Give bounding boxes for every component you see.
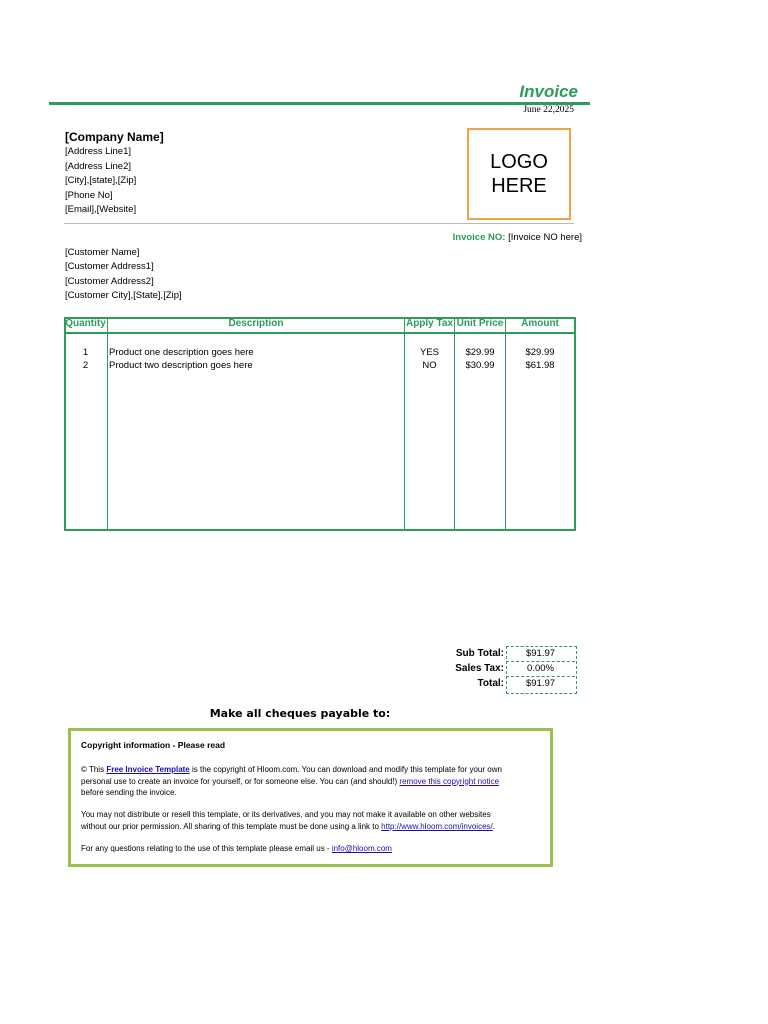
copyright-text: You may not distribute or resell this template, or its derivatives, and you may not make it available on other websites xyxy=(81,810,491,819)
copyright-paragraph-1 xyxy=(81,764,541,799)
customer-city: [Customer City],[State],[Zip] xyxy=(65,290,182,301)
row2-apply-tax: NO xyxy=(422,360,437,371)
divider xyxy=(64,223,574,224)
total-value: $91.97 xyxy=(525,678,556,689)
customer-address2: [Customer Address2] xyxy=(65,276,154,287)
company-city: [City],[state],[Zip] xyxy=(65,175,137,186)
invoice-date: June 22,2025 xyxy=(523,105,574,115)
row1-apply-tax: YES xyxy=(419,347,439,358)
totals-divider xyxy=(506,661,575,662)
company-address1: [Address Line1] xyxy=(65,146,132,157)
totals-divider xyxy=(506,676,575,677)
row2-description: Product two description goes here xyxy=(109,360,253,371)
copyright-text: . xyxy=(492,821,495,831)
row2-quantity: 2 xyxy=(82,360,89,371)
column-divider xyxy=(107,317,108,530)
copyright-text: without our prior permission. All sharing of this template must be done using a link to xyxy=(81,821,382,831)
header-description: Description xyxy=(228,318,284,329)
company-name: [Company Name] xyxy=(65,130,164,144)
sales-tax-value: 0.00% xyxy=(527,663,554,674)
header-amount: Amount xyxy=(521,318,559,329)
copyright-text: is the copyright of Hloom.com. You can download and modify this template for your own xyxy=(189,765,502,774)
row2-amount: $61.98 xyxy=(525,360,555,371)
logo-placeholder: LOGO HERE xyxy=(467,128,571,220)
subtotal-value: $91.97 xyxy=(525,648,556,659)
invoice-number-label: Invoice NO: xyxy=(452,232,506,243)
header-apply-tax: Apply Tax xyxy=(405,318,454,329)
company-email: [Email],[Website] xyxy=(65,204,137,215)
copyright-text: © This xyxy=(81,765,107,774)
row1-amount: $29.99 xyxy=(525,347,555,358)
copyright-text: personal use to create an invoice for yourself, or for someone else. You can (and should!) xyxy=(81,776,400,786)
row1-description: Product one description goes here xyxy=(109,347,254,358)
free-invoice-template-link[interactable]: Free Invoice Template xyxy=(106,765,190,774)
table-header-border xyxy=(64,332,576,334)
customer-address1: [Customer Address1] xyxy=(65,261,154,272)
customer-name: [Customer Name] xyxy=(65,247,140,258)
company-phone: [Phone No] xyxy=(65,190,113,201)
row1-unit-price: $29.99 xyxy=(465,347,495,358)
cheques-payable-note: Make all cheques payable to: xyxy=(209,707,391,720)
row1-quantity: 1 xyxy=(82,347,89,358)
remove-copyright-link[interactable]: remove this copyright notice xyxy=(399,776,500,786)
copyright-text: For any questions relating to the use of this template please email us - xyxy=(81,844,332,853)
copyright-text: before sending the invoice. xyxy=(81,788,177,797)
company-address2: [Address Line2] xyxy=(65,161,132,172)
invoice-number xyxy=(380,232,582,243)
row2-unit-price: $30.99 xyxy=(465,360,495,371)
invoice-title: Invoice xyxy=(519,82,578,101)
subtotal-label: Sub Total: xyxy=(455,648,504,659)
email-link[interactable]: info@hloom.com xyxy=(331,844,392,853)
copyright-paragraph-3 xyxy=(81,843,541,855)
sales-tax-label: Sales Tax: xyxy=(455,663,504,674)
total-label: Total: xyxy=(477,678,504,689)
header-unit-price: Unit Price xyxy=(456,318,504,329)
hloom-invoices-link[interactable]: http://www.hloom.com/invoices/ xyxy=(381,821,493,831)
copyright-paragraph-2 xyxy=(81,809,541,832)
copyright-title: Copyright information - Please read xyxy=(81,740,226,750)
invoice-number-value: [Invoice NO here] xyxy=(508,232,582,243)
table-right-border xyxy=(574,317,576,530)
header-quantity: Quantity xyxy=(65,318,106,329)
